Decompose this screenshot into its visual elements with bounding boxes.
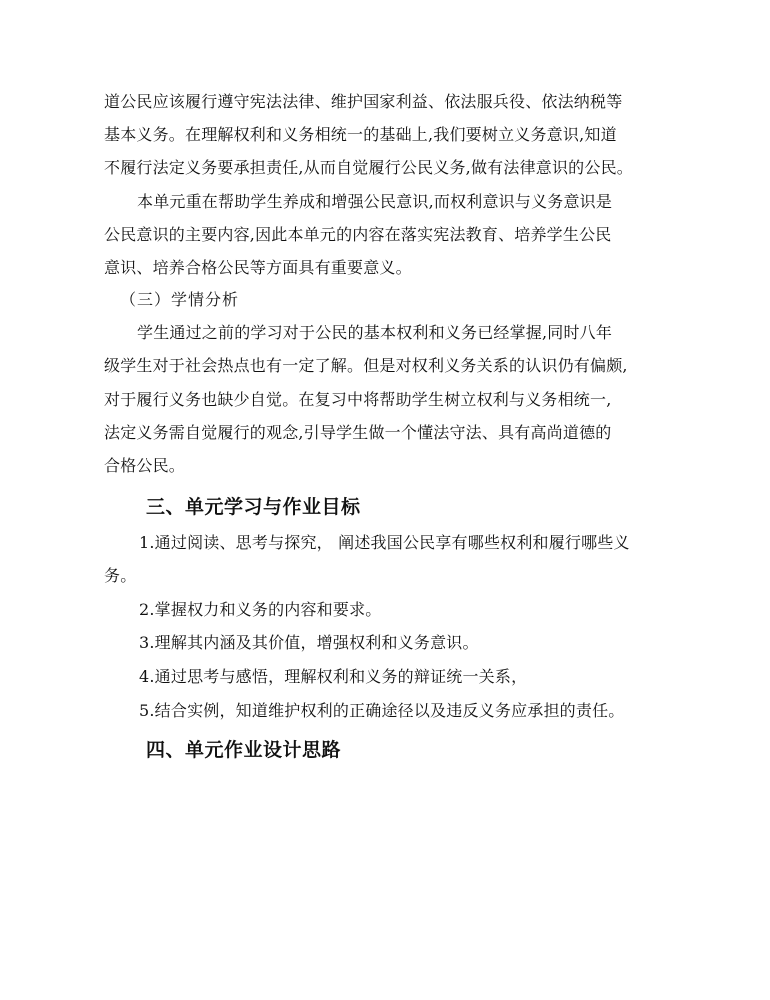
paragraph-3-line-4: 法定义务需自觉履行的观念,引导学生做一个懂法守法、具有高尚道德的 — [104, 423, 612, 442]
paragraph-3-line-3: 对于履行义务也缺少自觉。在复习中将帮助学生树立权利与义务相统一, — [104, 390, 612, 409]
objective-1-line-1: 1.通过阅读、思考与探究， 阐述我国公民享有哪些权利和履行哪些义 — [139, 533, 630, 552]
objective-3: 3.理解其内涵及其价值，增强权利和义务意识。 — [139, 633, 479, 652]
objective-4: 4.通过思考与感悟，理解权利和义务的辩证统一关系， — [139, 667, 528, 686]
paragraph-2-line-2: 公民意识的主要内容,因此本单元的内容在落实宪法教育、培养学生公民 — [104, 225, 612, 244]
paragraph-1-line-1: 道公民应该履行遵守宪法法律、维护国家利益、依法服兵役、依法纳税等 — [104, 92, 623, 111]
paragraph-2-line-3: 意识、培养合格公民等方面具有重要意义。 — [104, 258, 412, 277]
section-heading-4: 四、单元作业设计思路 — [146, 739, 342, 761]
objective-5: 5.结合实例，知道维护权利的正确途径以及违反义务应承担的责任。 — [139, 701, 625, 720]
paragraph-1-line-2: 基本义务。在理解权利和义务相统一的基础上,我们要树立义务意识,知道 — [104, 125, 617, 144]
section-heading-3: 三、单元学习与作业目标 — [146, 496, 361, 518]
paragraph-1-line-3: 不履行法定义务要承担责任,从而自觉履行公民义务,做有法律意识的公民。 — [104, 158, 633, 177]
paragraph-3-line-1: 学生通过之前的学习对于公民的基本权利和义务已经掌握,同时八年 — [137, 323, 613, 342]
paragraph-3-line-2: 级学生对于社会热点也有一定了解。但是对权利义务关系的认识仍有偏颇, — [104, 356, 628, 375]
objective-2: 2.掌握权力和义务的内容和要求。 — [139, 600, 382, 619]
objective-1-line-2: 务。 — [104, 566, 137, 585]
paragraph-2-line-1: 本单元重在帮助学生养成和增强公民意识,而权利意识与义务意识是 — [137, 192, 613, 211]
subheading-learning-analysis: （三）学情分析 — [120, 290, 240, 309]
paragraph-3-line-5: 合格公民。 — [104, 456, 186, 475]
